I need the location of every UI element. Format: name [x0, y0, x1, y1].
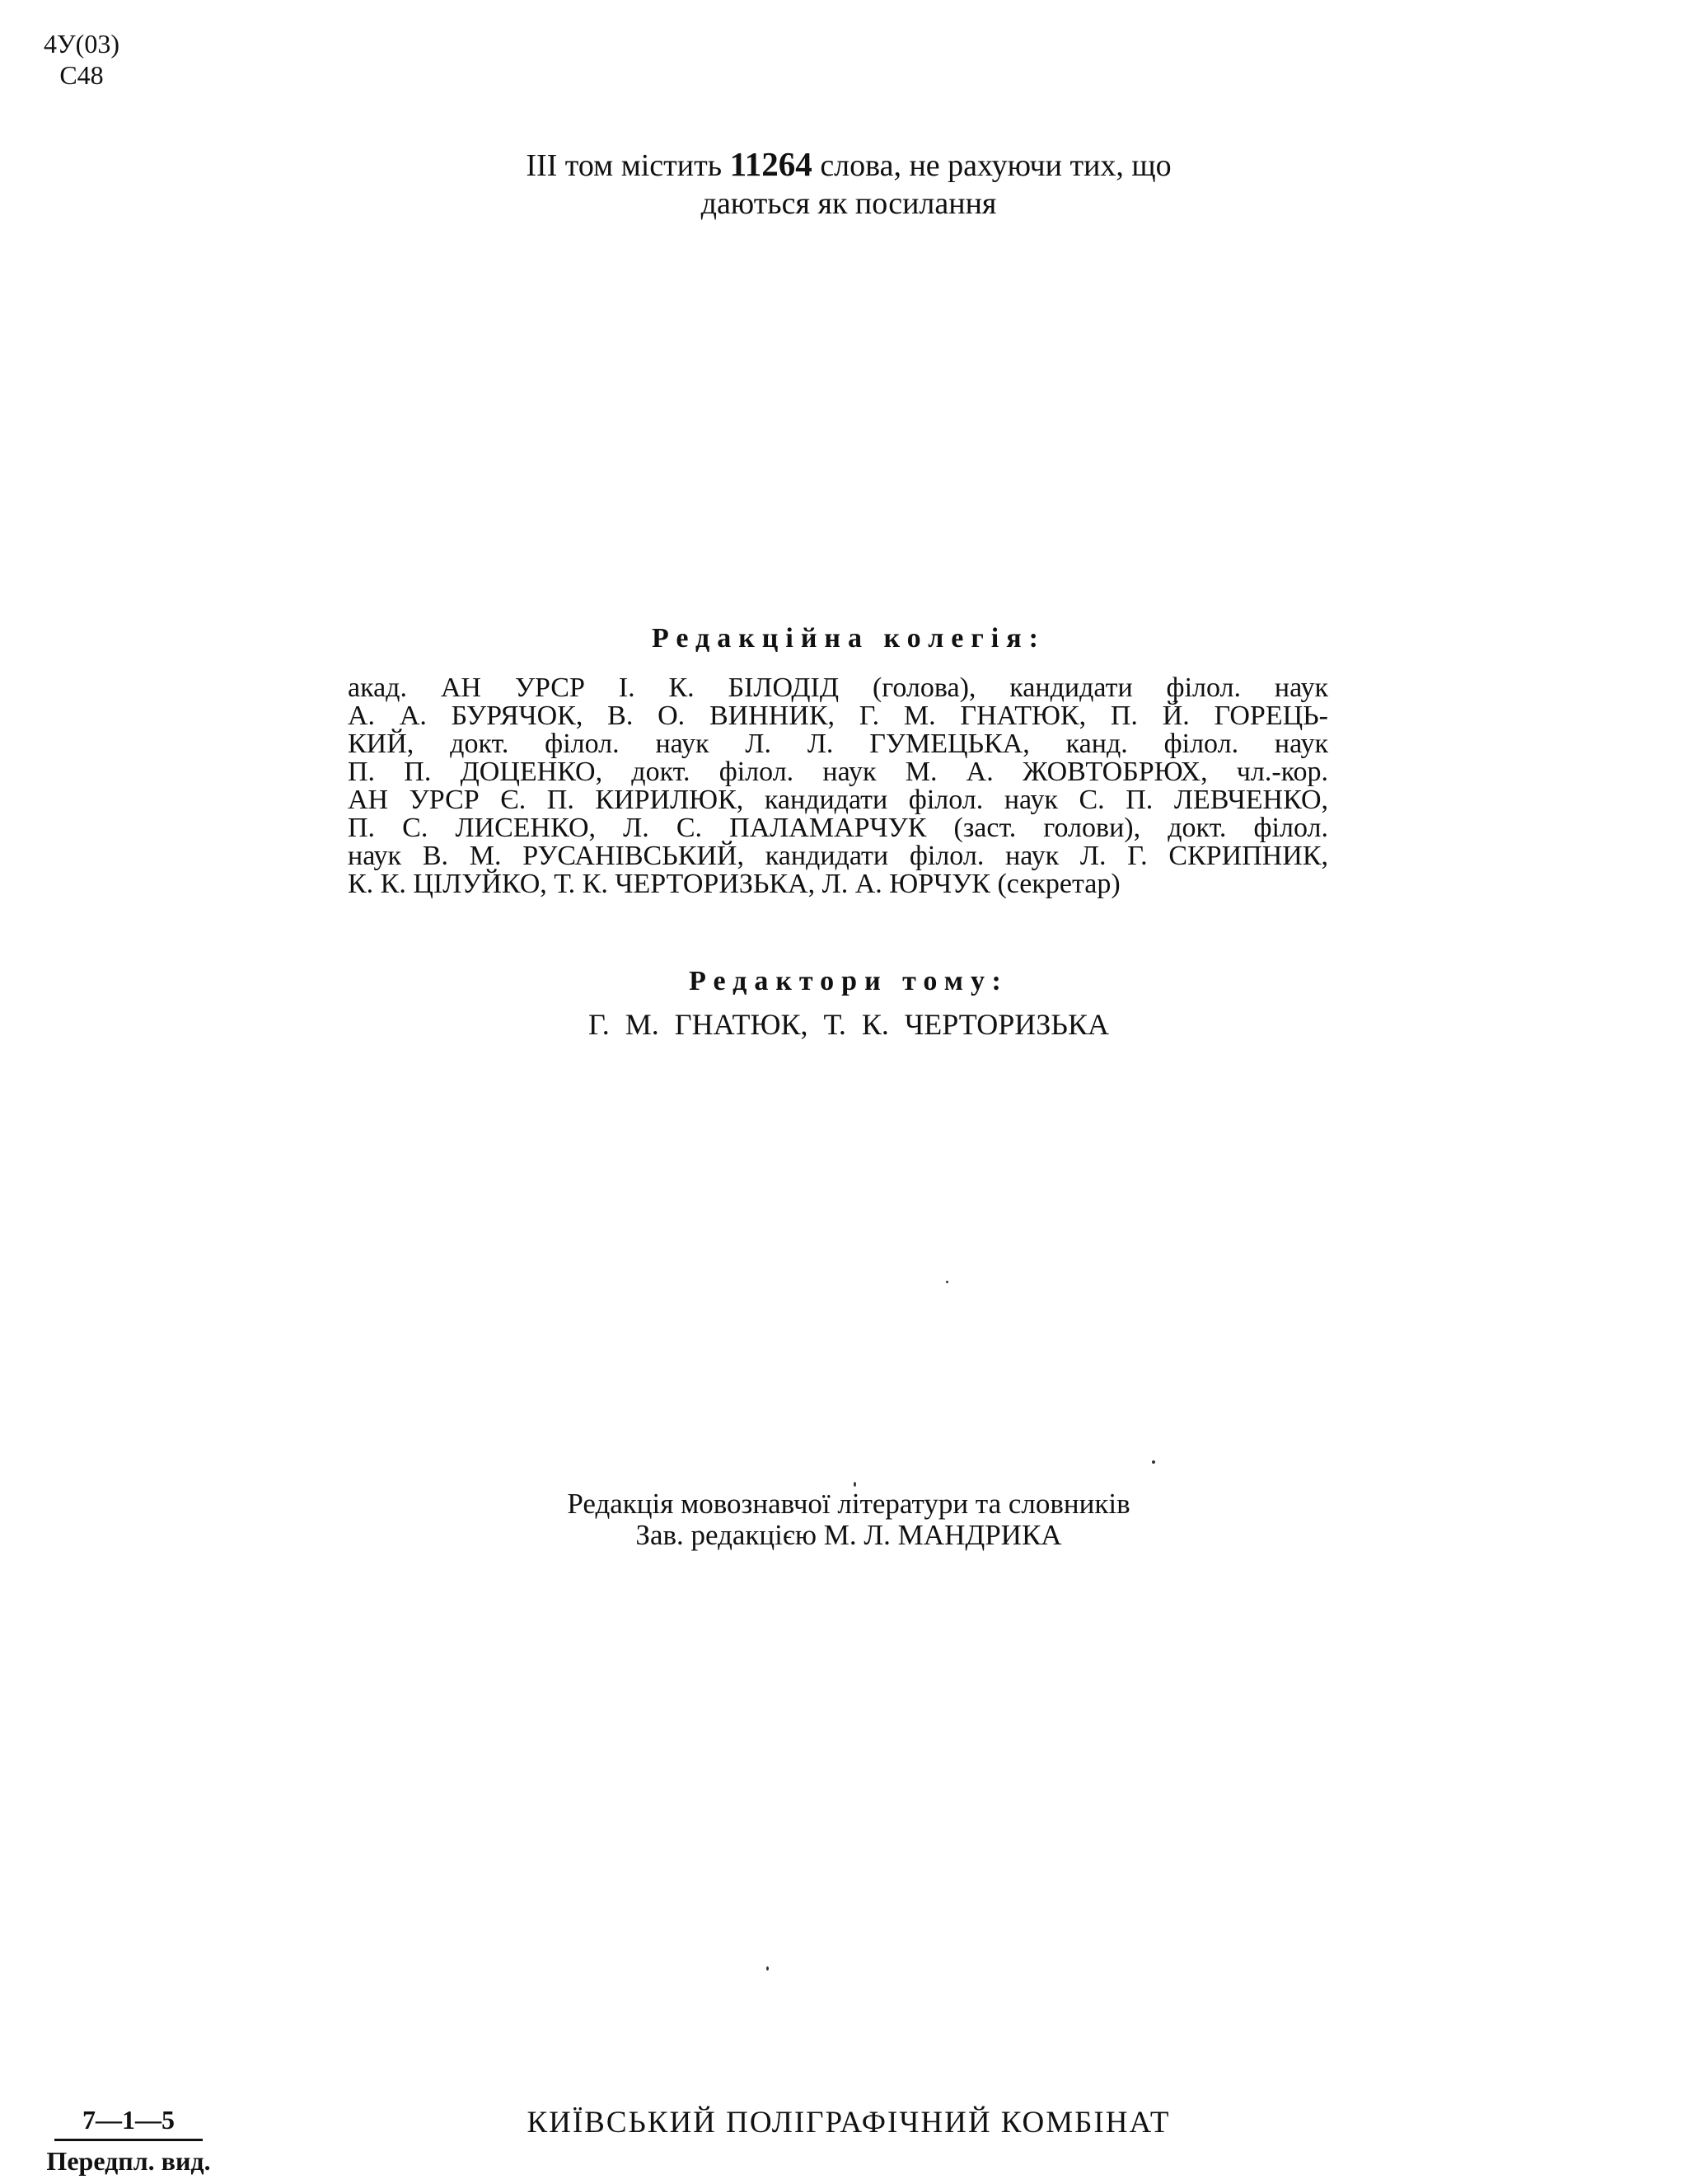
board-line: А. А. БУРЯЧОК, В. О. ВИННИК, Г. М. ГНАТЮК, П. Й. ГОРЕЦЬ- [348, 701, 1328, 731]
volume-word-count-note [313, 145, 1384, 223]
word-count: 11264 [729, 145, 812, 183]
board-line: наук В. М. РУСАНІВСЬКИЙ, кандидати філол. наук Л. Г. СКРИПНИК, [348, 841, 1328, 871]
print-speck [766, 1966, 769, 1971]
classification-index: С48 [59, 60, 104, 90]
editorial-board-members [348, 674, 1328, 898]
volume-note-line-2: даються як посилання [700, 186, 997, 221]
board-line: П. П. ДОЦЕНКО, докт. філол. наук М. А. ЖОВТОБРЮХ, чл.-кор. [348, 757, 1328, 787]
print-speck [854, 1482, 856, 1487]
classification-udc: 4У(03) [44, 29, 119, 59]
classification-code [36, 28, 127, 91]
department-name: Редакція мовознавчої літератури та словників [567, 1488, 1130, 1520]
volume-note-text-start: III том містить [526, 148, 730, 183]
printer-name: КИЇВСЬКИЙ ПОЛІГРАФІЧНИЙ КОМБІНАТ [527, 2106, 1171, 2139]
publication-code [30, 2105, 227, 2177]
board-line: КИЙ, докт. філол. наук Л. Л. ГУМЕЦЬКА, канд. філол. наук [348, 729, 1328, 759]
publishing-department [313, 1488, 1384, 1551]
volume-editors-names: Г. М. ГНАТЮК, Т. К. ЧЕРТОРИЗЬКА [588, 1008, 1109, 1041]
board-line: акад. АН УРСР І. К. БІЛОДІД (голова), кандидати філол. наук [348, 673, 1328, 703]
board-line: П. С. ЛИСЕНКО, Л. С. ПАЛАМАРЧУК (заст. голови), докт. філол. [348, 813, 1328, 843]
board-line: АН УРСР Є. П. КИРИЛЮК, кандидати філол. наук С. П. ЛЕВЧЕНКО, [348, 785, 1328, 815]
editorial-board-heading: Редакційна колегія: [652, 623, 1046, 654]
order-code: 7—1—5 [54, 2105, 203, 2141]
board-line: К. К. ЦІЛУЙКО, Т. К. ЧЕРТОРИЗЬКА, Л. А. ЮРЧУК (секретар) [348, 869, 1121, 899]
volume-note-text-end: слова, не рахуючи тих, що [812, 148, 1172, 183]
print-speck [1152, 1460, 1155, 1464]
department-head: Зав. редакцією М. Л. МАНДРИКА [635, 1519, 1062, 1551]
subscription-edition-note: Передпл. вид. [46, 2146, 211, 2176]
print-speck [946, 1281, 948, 1283]
volume-editors-heading: Редактори тому: [689, 966, 1009, 996]
volume-note-line-1 [313, 145, 1384, 185]
